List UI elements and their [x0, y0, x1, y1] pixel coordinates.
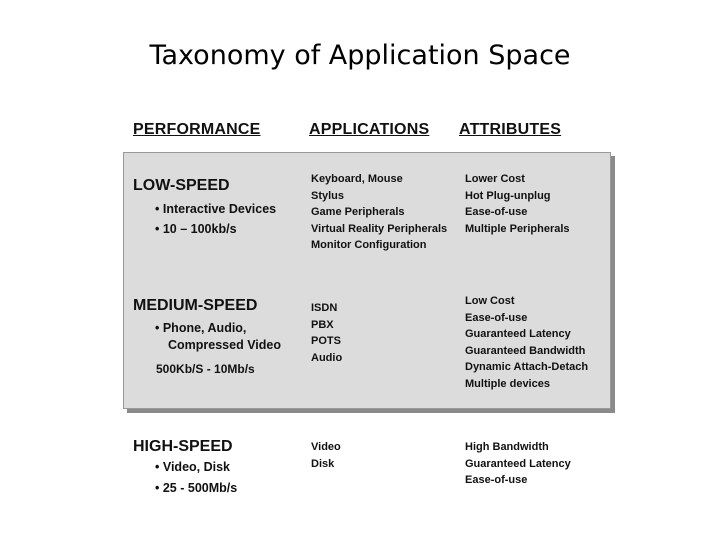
header-performance: PERFORMANCE: [133, 121, 261, 138]
list-item: Disk: [311, 457, 335, 470]
low-speed-label: LOW-SPEED: [133, 177, 230, 194]
medium-bullet-continued: Compressed Video: [168, 338, 282, 352]
list-item: Ease-of-use: [465, 206, 528, 218]
list-item: Virtual Reality Peripherals: [311, 222, 448, 235]
page-title: Taxonomy of Application Space: [149, 40, 571, 71]
list-item: Guaranteed Bandwidth: [465, 344, 586, 357]
low-attributes: [465, 171, 570, 237]
list-item: Game Peripherals: [311, 206, 405, 218]
list-item: Ease-of-use: [465, 311, 528, 324]
list-item: Stylus: [311, 189, 345, 202]
list-item: High Bandwidth: [465, 441, 549, 453]
low-bullet: • 10 – 100kb/s: [155, 222, 237, 236]
list-item: PBX: [311, 318, 334, 331]
medium-speed-rate: 500Kb/S - 10Mb/s: [156, 362, 255, 376]
high-bullet: • 25 - 500Mb/s: [155, 481, 238, 495]
list-item: Audio: [311, 351, 343, 364]
list-item: Monitor Configuration: [311, 239, 427, 251]
medium-bullet: • Phone, Audio,: [155, 321, 247, 335]
list-item: Dynamic Attach-Detach: [465, 361, 589, 373]
list-item: Multiple Peripherals: [465, 222, 570, 235]
list-item: Video: [311, 441, 341, 453]
high-speed-bullets: [155, 459, 237, 497]
medium-speed-label: MEDIUM-SPEED: [133, 297, 258, 314]
medium-speed-bullets: [155, 320, 281, 354]
high-attributes: [465, 439, 571, 489]
list-item: POTS: [311, 335, 341, 347]
high-bullet: • Video, Disk: [155, 460, 231, 474]
list-item: Guaranteed Latency: [465, 328, 571, 340]
header-attributes: ATTRIBUTES: [459, 121, 562, 138]
list-item: Ease-of-use: [465, 474, 528, 486]
medium-applications: [311, 300, 342, 366]
low-applications: [311, 171, 447, 254]
list-item: Lower Cost: [465, 173, 525, 185]
medium-attributes: [465, 293, 588, 392]
low-bullet: • Interactive Devices: [155, 202, 277, 216]
list-item: Multiple devices: [465, 377, 550, 390]
list-item: ISDN: [311, 302, 338, 314]
list-item: Low Cost: [465, 295, 515, 307]
list-item: Guaranteed Latency: [465, 457, 571, 470]
high-applications: [311, 439, 341, 472]
list-item: Hot Plug-unplug: [465, 189, 551, 202]
high-speed-label: HIGH-SPEED: [133, 438, 233, 455]
list-item: Keyboard, Mouse: [311, 173, 403, 185]
header-applications: APPLICATIONS: [309, 121, 430, 138]
low-speed-bullets: [155, 201, 276, 238]
